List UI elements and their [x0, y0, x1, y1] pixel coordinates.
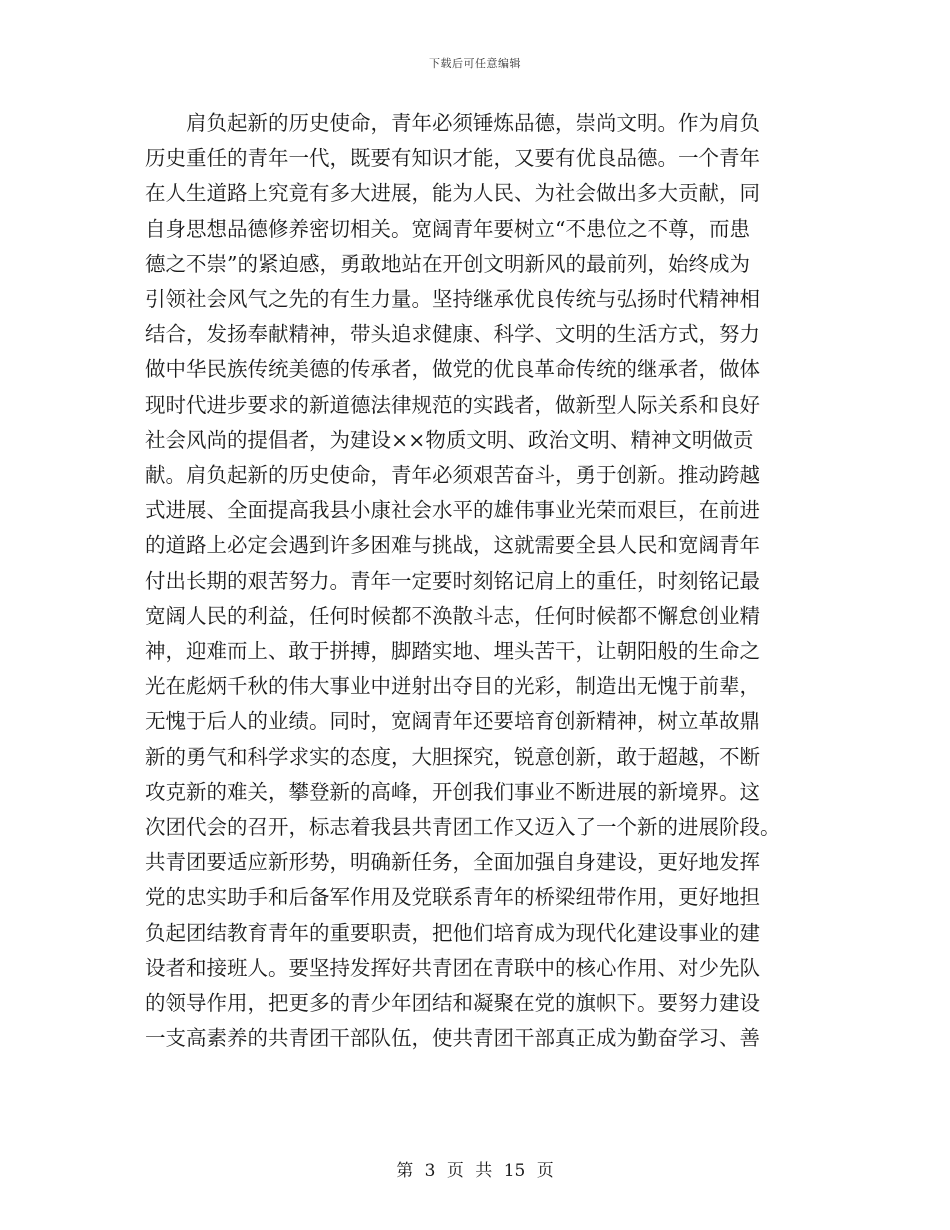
body-text-line: 的领导作用，把更多的青少年团结和凝聚在党的旗帜下。要努力建设 — [145, 991, 760, 1016]
body-text-line: 现时代进步要求的新道德法律规范的实践者，做新型人际关系和良好 — [145, 392, 760, 417]
body-text-line: 付出长期的艰苦努力。青年一定要时刻铭记肩上的重任，时刻铭记最 — [145, 568, 760, 593]
body-text-line: 做中华民族传统美德的传承者，做党的优良革命传统的继承者，做体 — [145, 357, 760, 382]
body-text-line: 在人生道路上究竟有多大进展，能为人民、为社会做出多大贡献，同 — [145, 181, 760, 206]
body-text-line: 攻克新的难关，攀登新的高峰，开创我们事业不断进展的新境界。这 — [145, 779, 760, 804]
body-text-line: 社会风尚的提倡者，为建设××物质文明、政治文明、精神文明做贡 — [145, 427, 754, 452]
body-text-line: 肩负起新的历史使命，青年必须锤炼品德，崇尚文明。作为肩负 — [145, 111, 760, 135]
body-text-line: 一支高素养的共青团干部队伍，使共青团干部真正成为勤奋学习、善 — [145, 1026, 760, 1051]
body-text-line: 式进展、全面提高我县小康社会水平的雄伟事业光荣而艰巨，在前进 — [145, 498, 760, 523]
body-text-line: 结合，发扬奉献精神，带头追求健康、科学、文明的生活方式，努力 — [145, 322, 760, 347]
body-text-line: 光在彪炳千秋的伟大事业中迸射出夺目的光彩，制造出无愧于前辈， — [145, 674, 760, 699]
body-text-line: 历史重任的青年一代，既要有知识才能，又要有优良品德。一个青年 — [145, 146, 760, 171]
body-text-line: 德之不崇”的紧迫感，勇敢地站在开创文明新风的最前列，始终成为 — [145, 251, 750, 276]
body-text-line: 的道路上必定会遇到许多困难与挑战，这就需要全县人民和宽阔青年 — [145, 533, 760, 558]
body-text-line: 自身思想品德修养密切相关。宽阔青年要树立“不患位之不尊，而患 — [145, 216, 750, 241]
body-text-line: 共青团要适应新形势，明确新任务，全面加强自身建设，更好地发挥 — [145, 850, 760, 875]
body-text-line: 负起团结教育青年的重要职责，把他们培育成为现代化建设事业的建 — [145, 920, 760, 945]
body-text-line: 引领社会风气之先的有生力量。坚持继承优良传统与弘扬时代精神相 — [145, 287, 760, 312]
body-text-line: 献。肩负起新的历史使命，青年必须艰苦奋斗，勇于创新。推动跨越 — [145, 463, 760, 488]
body-text-line: 神，迎难而上、敢于拼搏，脚踏实地、埋头苦干，让朝阳般的生命之 — [145, 639, 760, 664]
page-header: 下载后可任意编辑 — [429, 57, 521, 70]
body-text-line: 次团代会的召开，标志着我县共青团工作又迈入了一个新的进展阶段。 — [145, 815, 781, 840]
document-body — [145, 106, 805, 1056]
body-text-line: 新的勇气和科学求实的态度，大胆探究，锐意创新，敢于超越，不断 — [145, 744, 760, 769]
body-text-line: 无愧于后人的业绩。同时，宽阔青年还要培育创新精神，树立革故鼎 — [145, 709, 760, 734]
body-text-line: 党的忠实助手和后备军作用及党联系青年的桥梁纽带作用，更好地担 — [145, 885, 760, 910]
body-text-line: 设者和接班人。要坚持发挥好共青团在青联中的核心作用、对少先队 — [145, 955, 760, 980]
body-text-line: 宽阔人民的利益，任何时候都不涣散斗志，任何时候都不懈怠创业精 — [145, 603, 760, 628]
page-number-footer: 第 3 页 共 15 页 — [396, 1161, 554, 1181]
